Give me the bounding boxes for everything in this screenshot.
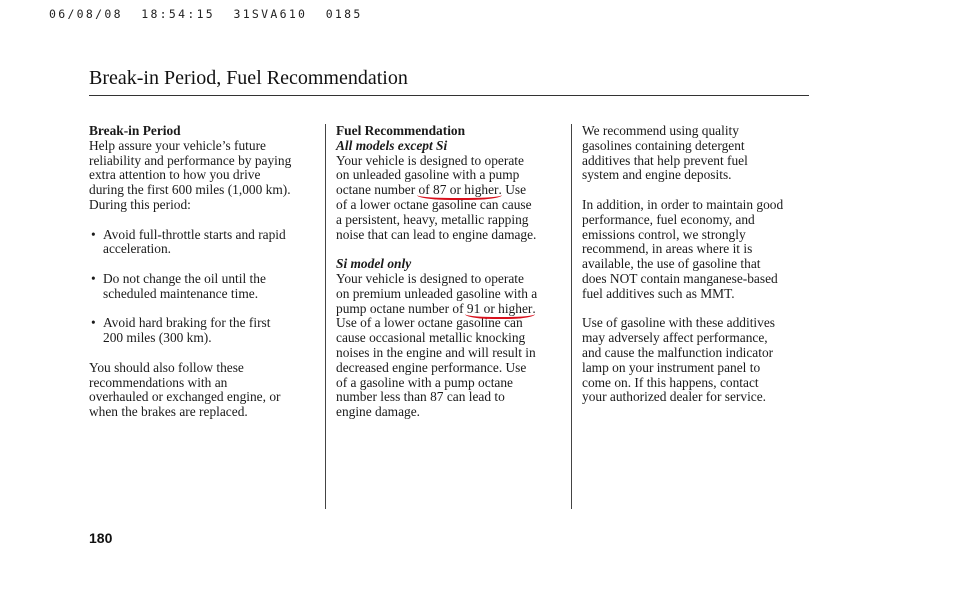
fuel-text-line: engine damage. xyxy=(336,404,421,420)
bullet-text-line: acceleration. xyxy=(103,241,172,257)
fuel-recommendation-column xyxy=(336,124,566,420)
fuel-text-line: Your vehicle is designed to operate xyxy=(336,270,524,286)
fuel-text-line: noises in the engine and will result in xyxy=(336,344,536,360)
mmt-text-line: available, the use of gasoline that xyxy=(582,256,761,272)
title-divider xyxy=(89,95,809,96)
fuel-text-line: a persistent, heavy, metallic rapping xyxy=(336,211,529,227)
break-in-text-line: extra attention to how you drive xyxy=(89,167,261,183)
fuel-text-line: on premium unleaded gasoline with a xyxy=(336,285,538,301)
detergent-text-line: additives that help prevent fuel xyxy=(582,152,748,168)
fuel-text-fragment: . Use xyxy=(498,182,527,198)
fuel-text-fragment: . xyxy=(532,300,536,316)
break-in-column xyxy=(89,124,317,420)
all-models-subheading: All models except Si xyxy=(336,137,448,153)
break-in-closing-line: You should also follow these xyxy=(89,359,244,375)
bullet-item xyxy=(89,272,317,302)
bullet-text-line: 200 miles (300 km). xyxy=(103,330,212,346)
break-in-closing-line: when the brakes are replaced. xyxy=(89,404,248,420)
break-in-text-line: reliability and performance by paying xyxy=(89,152,292,168)
fuel-text-line: decreased engine performance. Use xyxy=(336,359,527,375)
break-in-heading: Break-in Period xyxy=(89,123,181,138)
mmt-text-line: performance, fuel economy, and xyxy=(582,211,755,227)
octane-91-highlight: 91 or higher xyxy=(466,300,533,316)
bullet-item xyxy=(89,316,317,346)
additive-warning-line: may adversely affect performance, xyxy=(582,330,768,346)
page-title: Break-in Period, Fuel Recommendation xyxy=(89,67,408,89)
break-in-text-line: During this period: xyxy=(89,196,191,212)
fuel-text-line: of a lower octane gasoline can cause xyxy=(336,196,532,212)
fuel-text-line: number less than 87 can lead to xyxy=(336,389,505,405)
page-number: 180 xyxy=(89,530,113,546)
break-in-text-line: during the first 600 miles (1,000 km). xyxy=(89,182,291,198)
bullet-text-line: Avoid hard braking for the first xyxy=(103,315,271,331)
octane-87-highlight: of 87 or higher xyxy=(418,182,499,198)
detergent-text-line: We recommend using quality xyxy=(582,123,739,138)
mmt-text-line: recommend, in areas where it is xyxy=(582,241,753,257)
fuel-text-line xyxy=(336,302,566,317)
fuel-text-line: Use of a lower octane gasoline can xyxy=(336,315,523,331)
additive-warning-line: Use of gasoline with these additives xyxy=(582,315,776,331)
mmt-text-line: does NOT contain manganese-based xyxy=(582,270,778,286)
fuel-text-line: of a gasoline with a pump octane xyxy=(336,374,514,390)
fuel-text-fragment: pump octane number of xyxy=(336,300,467,316)
bullet-text-line: scheduled maintenance time. xyxy=(103,285,259,301)
fuel-text-fragment: octane number xyxy=(336,182,419,198)
mmt-text-line: fuel additives such as MMT. xyxy=(582,285,735,301)
fuel-text-line xyxy=(336,183,566,198)
additive-warning-line: lamp on your instrument panel to xyxy=(582,359,761,375)
additive-warning-line: and cause the malfunction indicator xyxy=(582,344,774,360)
detergent-column xyxy=(582,124,814,405)
break-in-closing-line: recommendations with an xyxy=(89,374,228,390)
fuel-text-line: cause occasional metallic knocking xyxy=(336,330,526,346)
bullet-dot-icon: • xyxy=(91,270,96,286)
additive-warning-line: come on. If this happens, contact xyxy=(582,374,759,390)
bullet-dot-icon: • xyxy=(91,226,96,242)
fuel-heading: Fuel Recommendation xyxy=(336,123,466,138)
fuel-text-line: noise that can lead to engine damage. xyxy=(336,226,537,242)
bullet-dot-icon: • xyxy=(91,315,96,331)
si-model-subheading: Si model only xyxy=(336,256,412,272)
fuel-text-line: Your vehicle is designed to operate xyxy=(336,152,524,168)
fuel-text-line: on unleaded gasoline with a pump xyxy=(336,167,520,183)
column-divider-right xyxy=(571,124,572,509)
mmt-text-line: emissions control, we strongly xyxy=(582,226,746,242)
column-divider-left xyxy=(325,124,326,509)
print-timestamp: 06/08/08 18:54:15 31SVA610 0185 xyxy=(49,7,363,21)
break-in-closing-line: overhauled or exchanged engine, or xyxy=(89,389,281,405)
detergent-text-line: system and engine deposits. xyxy=(582,167,732,183)
mmt-text-line: In addition, in order to maintain good xyxy=(582,196,784,212)
additive-warning-line: your authorized dealer for service. xyxy=(582,389,767,405)
bullet-item xyxy=(89,228,317,258)
bullet-text-line: Avoid full-throttle starts and rapid xyxy=(103,226,286,242)
bullet-text-line: Do not change the oil until the xyxy=(103,270,266,286)
break-in-text-line: Help assure your vehicle’s future xyxy=(89,137,266,153)
detergent-text-line: gasolines containing detergent xyxy=(582,137,745,153)
